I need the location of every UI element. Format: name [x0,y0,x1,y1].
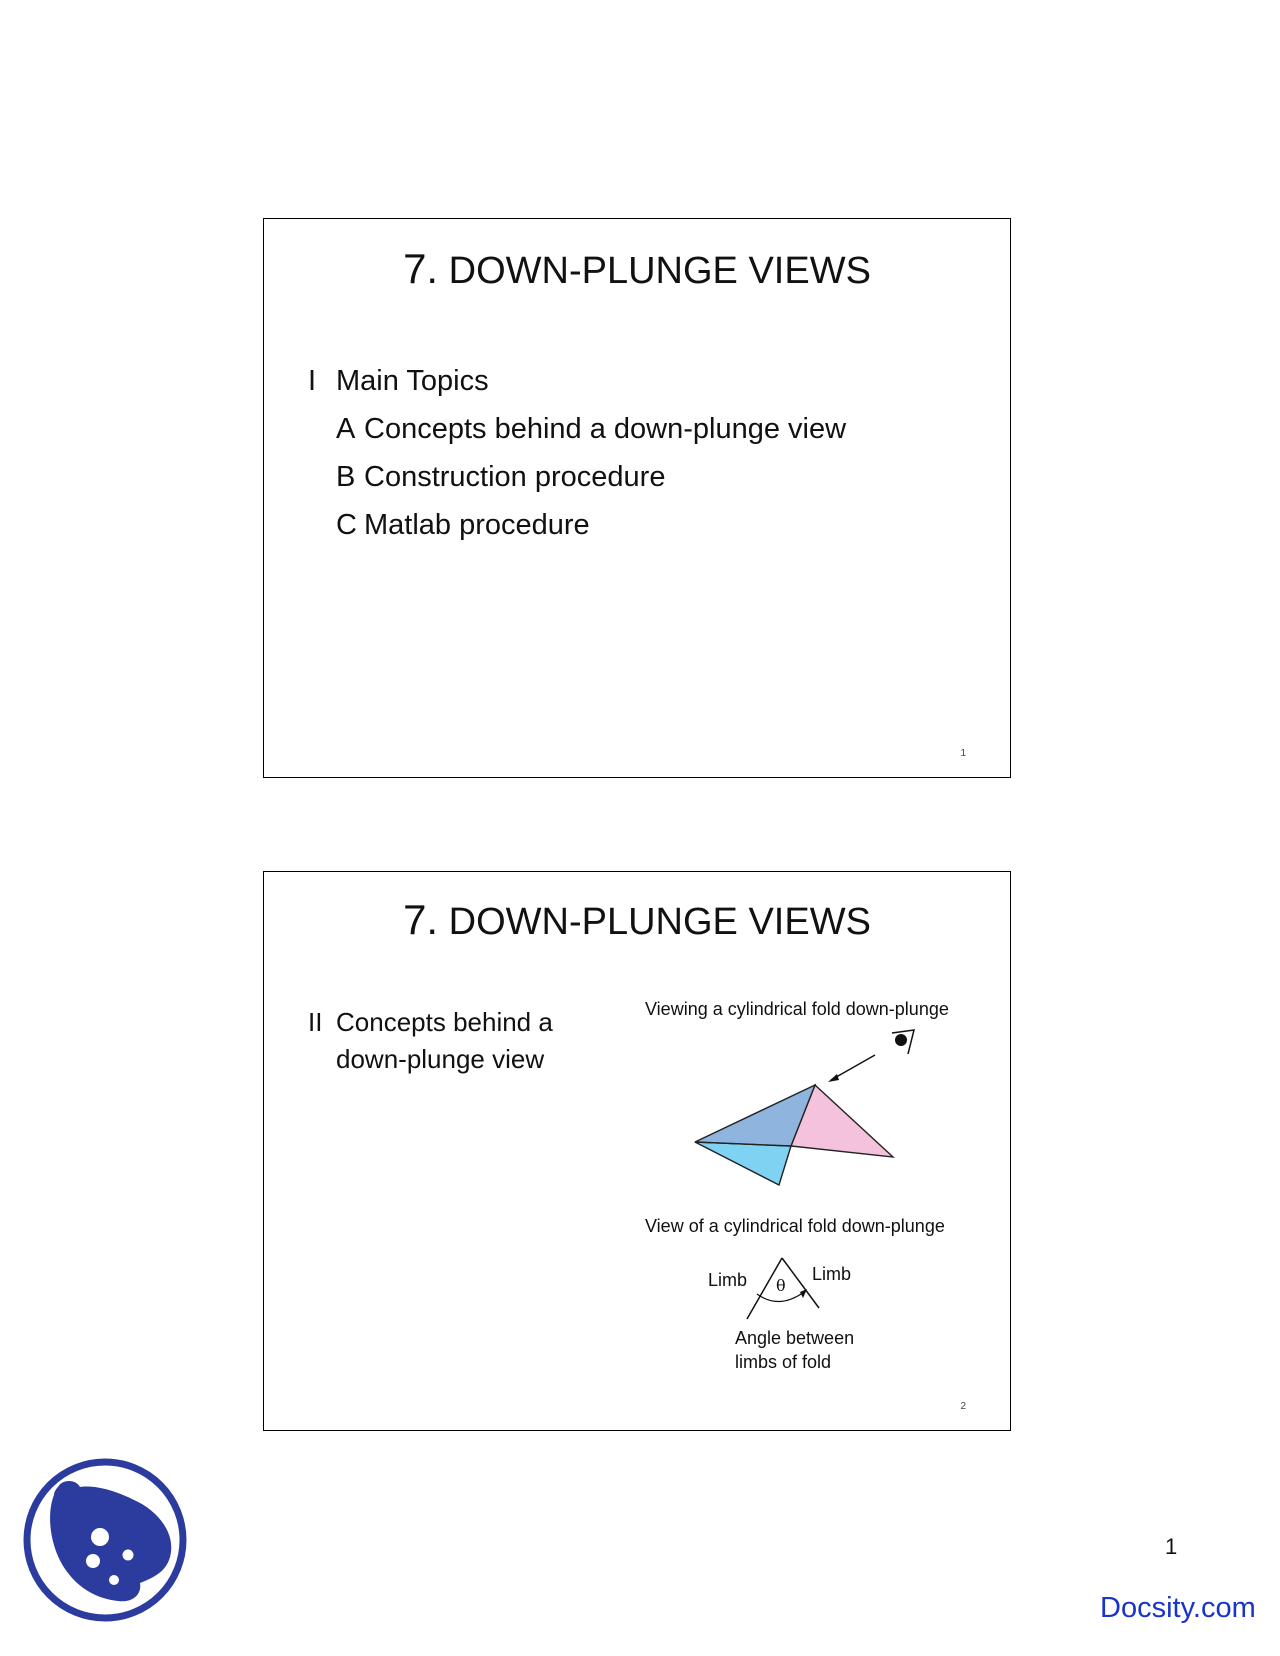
slide-number: 2 [960,1401,966,1412]
limb-right-label: Limb [812,1264,852,1284]
topic-outline [308,357,846,549]
theta-symbol: θ [776,1276,786,1295]
fold-figure [264,872,1012,1432]
docsity-logo-icon [20,1455,190,1625]
heading-text: Main Topics [336,365,489,397]
item-letter: B [336,461,356,493]
roman-numeral: II [308,1007,323,1037]
outline-item [308,453,846,501]
outline-item [308,501,846,549]
title-number: 7. [403,896,439,943]
slide-number: 1 [960,748,966,759]
roman-numeral: I [308,365,317,397]
caption-bottom: View of a cylindrical fold down-plunge [645,1216,945,1236]
item-letter: A [336,413,356,445]
title-text: DOWN-PLUNGE VIEWS [448,250,871,292]
item-text: Concepts behind a down-plunge view [364,413,847,445]
angle-label-line-1: Angle between [735,1328,855,1348]
angle-label-line-2: limbs of fold [735,1352,832,1372]
item-letter: C [336,509,357,541]
item-text: Construction procedure [364,461,666,493]
outline-item [308,405,846,453]
brand-link[interactable]: Docsity.com [1100,1592,1256,1624]
caption-top: Viewing a cylindrical fold down-plunge [645,999,949,1019]
eye-icon [892,1030,914,1054]
section-line-1: Concepts behind a [336,1007,553,1037]
fold-limb-cyan [695,1142,791,1185]
page-number: 1 [1165,1534,1178,1559]
outline-heading [308,357,846,405]
item-text: Matlab procedure [364,509,590,541]
viewing-arrow [828,1055,875,1082]
slide-2 [263,871,1011,1431]
section-line-2: down-plunge view [336,1044,545,1074]
title-text: DOWN-PLUNGE VIEWS [448,901,871,943]
slide-1 [263,218,1011,778]
title-number: 7. [403,245,439,292]
limb-left-label: Limb [708,1270,748,1290]
slide-title [264,245,1010,293]
